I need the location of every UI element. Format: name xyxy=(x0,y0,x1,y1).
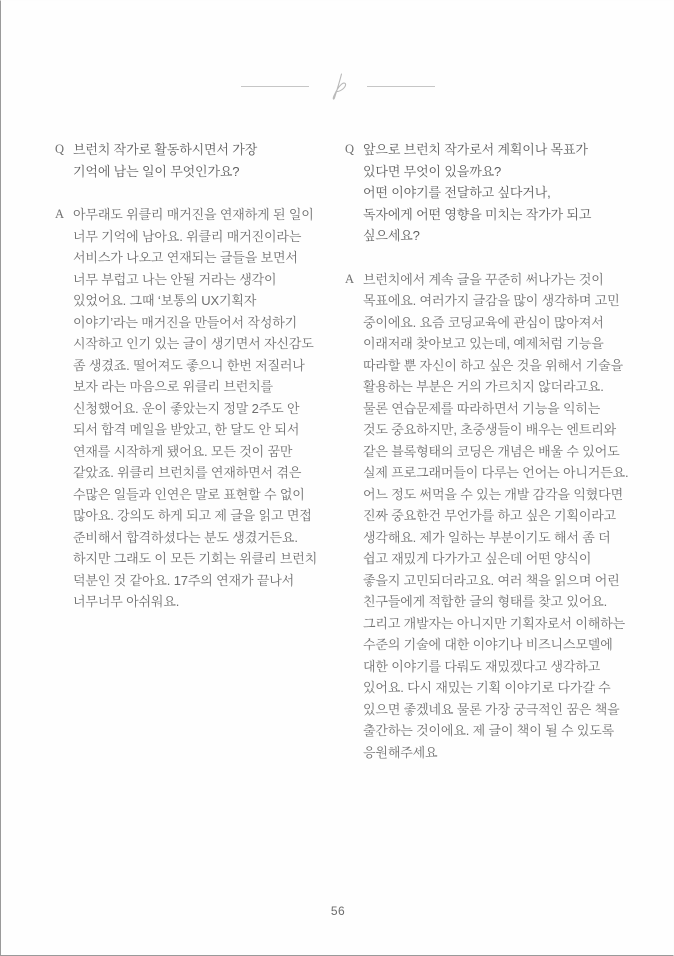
text-line: 활용하는 부분은 거의 가르치지 않더라고요. xyxy=(363,379,604,394)
text-line: 서비스가 나오고 연재되는 글들을 보면서 xyxy=(73,250,298,265)
text-line: 어떤 이야기를 전달하고 싶다거나, xyxy=(363,185,551,200)
page-number: 56 xyxy=(330,904,346,918)
text-line: 목표에요. 여러가지 글감을 많이 생각하며 고민 xyxy=(363,293,620,308)
column-left xyxy=(55,139,325,613)
text-line: 진짜 중요한건 무언가를 하고 싶은 기획이라고 xyxy=(363,508,617,523)
question-text xyxy=(73,139,325,182)
qa-label-q: Q xyxy=(55,142,65,156)
text-line: 같은 블록형태의 코딩은 개념은 배울 수 있어도 xyxy=(363,443,620,459)
text-line: 친구들에게 적합한 글의 형태를 찾고 있어요. xyxy=(363,594,608,609)
answer-text xyxy=(73,204,325,613)
qa-block-question xyxy=(55,139,325,182)
qa-block-answer xyxy=(55,204,325,613)
brunch-b-mark-icon xyxy=(325,71,351,101)
text-line: 브런치에서 계속 글을 꾸준히 써나가는 것이 xyxy=(363,271,604,287)
text-line: 너무너무 아쉬워요. xyxy=(73,594,180,609)
text-line: 앞으로 브런치 작가로서 계획이나 목표가 xyxy=(363,142,588,157)
text-line: 수많은 일들과 인연은 말로 표현할 수 없이 xyxy=(73,486,305,502)
qa-block-answer xyxy=(345,269,629,764)
text-line: 그리고 개발자는 아니지만 기획자로서 이해하는 xyxy=(363,615,626,631)
text-line: 따라할 뿐 자신이 하고 싶은 것을 위해서 기술을 xyxy=(363,357,623,373)
qa-label-a: A xyxy=(55,207,65,221)
qa-block-question xyxy=(345,139,615,247)
ornament-rule-left xyxy=(241,86,309,87)
text-line: 있으면 좋겠네요 물론 가장 궁극적인 꿈은 책을 xyxy=(363,701,620,717)
text-line: 쉽고 재밌게 다가가고 싶은데 어떤 양식이 xyxy=(363,551,592,566)
text-line: 독자에게 어떤 영향을 미치는 작가가 되고 xyxy=(363,206,592,222)
text-line: 많아요. 강의도 하게 되고 제 글을 읽고 면접 xyxy=(73,508,312,523)
column-right xyxy=(345,139,629,763)
text-line: 있었어요. 그때 ‘보통의 UX기획자 xyxy=(73,293,257,308)
text-line: 좀 생겼죠. 떨어져도 좋으니 한번 저질러나 xyxy=(73,357,305,373)
text-line: 덕분인 것 같아요. 17주의 연재가 끝나서 xyxy=(73,572,295,588)
text-line: 시작하고 인기 있는 글이 생기면서 자신감도 xyxy=(73,336,314,351)
ornament-rule-right xyxy=(367,86,435,87)
text-line: 보자 라는 마음으로 위클리 브런치를 xyxy=(73,379,273,394)
text-line: 좋을지 고민되더라고요. 여러 책을 읽으며 어린 xyxy=(363,572,620,588)
text-line: 수준의 기술에 대한 이야기나 비즈니스모델에 xyxy=(363,637,613,652)
text-line: 같았죠. 위클리 브런치를 연재하면서 겪은 xyxy=(73,465,302,480)
text-line: 되서 합격 메일을 받았고, 한 달도 안 되서 xyxy=(73,422,300,437)
text-line: 너무 부럽고 나는 안될 거라는 생각이 xyxy=(73,271,277,287)
text-line: 싶으세요? xyxy=(363,228,420,243)
text-line: 응원해주세요 xyxy=(363,744,438,760)
text-line: 연재를 시작하게 됐어요. 모든 것이 꿈만 xyxy=(73,443,293,459)
text-line: 이야기’라는 매거진을 만들어서 작성하기 xyxy=(73,314,298,330)
text-line: 물론 연습문제를 따라하면서 기능을 익히는 xyxy=(363,400,601,416)
text-line: 중이에요. 요즘 코딩교육에 관심이 많아져서 xyxy=(363,314,604,330)
text-line: 너무 기억에 남아요. 위클리 매거진이라는 xyxy=(73,228,302,244)
header-ornament xyxy=(1,63,674,109)
text-line: 준비해서 합격하셨다는 분도 생겼거든요. xyxy=(73,529,298,545)
qa-label-a: A xyxy=(345,271,355,286)
text-line: 기억에 남는 일이 무엇인가요? xyxy=(73,163,240,179)
text-line: 신청했어요. 운이 좋았는지 정말 2주도 안 xyxy=(73,400,300,416)
text-line: 출간하는 것이에요. 제 글이 책이 될 수 있도록 xyxy=(363,723,615,738)
text-line: 어느 정도 써먹을 수 있는 개발 감각을 익혔다면 xyxy=(363,486,623,502)
text-line: 것도 중요하지만, 초중생들이 배우는 엔트리와 xyxy=(363,422,617,437)
text-line: 생각해요. 제가 일하는 부분이기도 해서 좀 더 xyxy=(363,529,611,545)
text-line: 이래저래 찾아보고 있는데, 예제처럼 기능을 xyxy=(363,336,604,351)
text-line: 아무래도 위클리 매거진을 연재하게 된 일이 xyxy=(73,207,314,222)
text-line: 실제 프로그래머들이 다루는 언어는 아니거든요. xyxy=(363,465,629,480)
text-line: 있어요. 다시 재밌는 기획 이야기로 다가갈 수 xyxy=(363,680,611,695)
text-line: 브런치 작가로 활동하시면서 가장 xyxy=(73,142,258,157)
answer-text xyxy=(363,269,629,764)
text-line: 하지만 그래도 이 모든 기회는 위클리 브런치 xyxy=(73,551,318,566)
question-text xyxy=(363,139,615,247)
text-line: 있다면 무엇이 있을까요? xyxy=(363,163,502,179)
qa-label-q: Q xyxy=(345,142,355,156)
text-line: 대한 이야기를 다뤄도 재밌겠다고 생각하고 xyxy=(363,658,601,674)
